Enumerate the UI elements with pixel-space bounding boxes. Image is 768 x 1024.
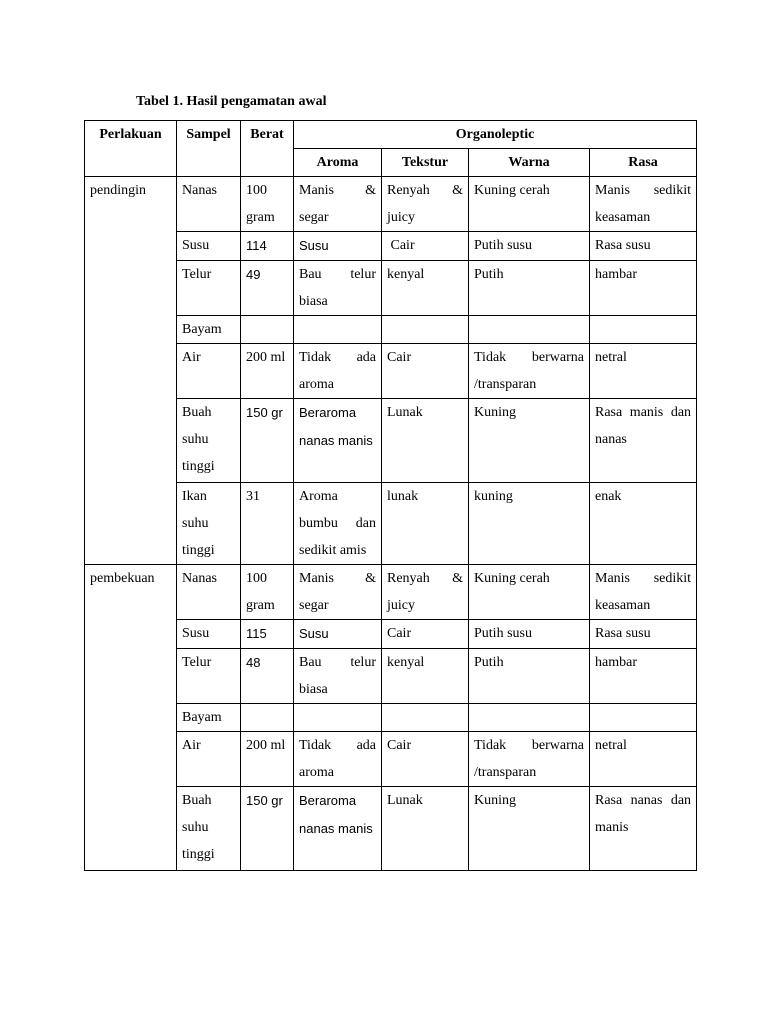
warna-cell: kuning (469, 483, 590, 565)
sampel-cell: Ikan suhu tinggi (177, 483, 241, 565)
rasa-cell (590, 316, 697, 344)
tekstur-cell: Cair (382, 620, 469, 649)
table-caption: Tabel 1. Hasil pengamatan awal (136, 94, 327, 109)
tekstur-cell: Cair (382, 344, 469, 399)
tekstur-cell: Renyah & juicy (382, 565, 469, 620)
table-row (85, 232, 697, 261)
sampel-cell: Telur (177, 649, 241, 704)
sampel-cell: Air (177, 732, 241, 787)
header-organoleptic: Organoleptic (294, 121, 697, 149)
warna-cell: Kuning (469, 399, 590, 483)
aroma-cell: Tidak ada aroma (294, 732, 382, 787)
berat-cell: 114 (241, 232, 294, 261)
table-row (85, 316, 697, 344)
tekstur-cell (382, 316, 469, 344)
aroma-cell: Manis & segar (294, 565, 382, 620)
aroma-cell (294, 704, 382, 732)
aroma-cell: Aroma bumbu dan sedikit amis (294, 483, 382, 565)
berat-cell: 48 (241, 649, 294, 704)
tekstur-cell: Renyah & juicy (382, 177, 469, 232)
berat-cell (241, 316, 294, 344)
berat-cell (241, 704, 294, 732)
aroma-cell: Manis & segar (294, 177, 382, 232)
rasa-cell: netral (590, 732, 697, 787)
berat-cell: 100 gram (241, 177, 294, 232)
header-warna: Warna (469, 149, 590, 177)
sampel-cell: Telur (177, 261, 241, 316)
table-row (85, 732, 697, 787)
warna-cell: Tidak berwarna /transparan (469, 344, 590, 399)
table-row (85, 483, 697, 565)
tekstur-cell: Lunak (382, 787, 469, 871)
table-row (85, 177, 697, 232)
rasa-cell: netral (590, 344, 697, 399)
observation-table (84, 120, 697, 871)
aroma-cell: Susu (294, 620, 382, 649)
header-sampel: Sampel (177, 121, 241, 177)
aroma-cell: Tidak ada aroma (294, 344, 382, 399)
header-berat: Berat (241, 121, 294, 177)
sampel-cell: Buah suhu tinggi (177, 399, 241, 483)
aroma-cell: Bau telur biasa (294, 261, 382, 316)
tekstur-cell: Cair (382, 732, 469, 787)
rasa-cell: Rasa susu (590, 620, 697, 649)
aroma-cell: Beraroma nanas manis (294, 787, 382, 871)
rasa-cell: hambar (590, 649, 697, 704)
rasa-cell: Rasa susu (590, 232, 697, 261)
table-header (85, 121, 697, 177)
tekstur-cell: Cair (382, 232, 469, 261)
berat-cell: 200 ml (241, 344, 294, 399)
tekstur-cell: Lunak (382, 399, 469, 483)
table-row (85, 399, 697, 483)
header-row (85, 121, 697, 149)
table-row (85, 565, 697, 620)
warna-cell (469, 316, 590, 344)
perlakuan-cell: pendingin (85, 177, 177, 565)
tekstur-cell: lunak (382, 483, 469, 565)
sampel-cell: Susu (177, 232, 241, 261)
warna-cell: Putih susu (469, 232, 590, 261)
tekstur-cell: kenyal (382, 261, 469, 316)
sampel-cell: Nanas (177, 177, 241, 232)
sampel-cell: Nanas (177, 565, 241, 620)
table-body (85, 177, 697, 871)
berat-cell: 49 (241, 261, 294, 316)
table-row (85, 261, 697, 316)
rasa-cell (590, 704, 697, 732)
warna-cell (469, 704, 590, 732)
warna-cell: Tidak berwarna /transparan (469, 732, 590, 787)
aroma-cell (294, 316, 382, 344)
berat-cell: 115 (241, 620, 294, 649)
warna-cell: Putih (469, 261, 590, 316)
table-row (85, 787, 697, 871)
rasa-cell: enak (590, 483, 697, 565)
header-aroma: Aroma (294, 149, 382, 177)
aroma-cell: Bau telur biasa (294, 649, 382, 704)
rasa-cell: Rasa manis dan nanas (590, 399, 697, 483)
rasa-cell: Manis sedikit keasaman (590, 177, 697, 232)
tekstur-cell (382, 704, 469, 732)
warna-cell: Putih susu (469, 620, 590, 649)
warna-cell: Kuning (469, 787, 590, 871)
berat-cell: 150 gr (241, 399, 294, 483)
table-row (85, 344, 697, 399)
aroma-cell: Susu (294, 232, 382, 261)
header-perlakuan: Perlakuan (85, 121, 177, 177)
sampel-cell: Bayam (177, 704, 241, 732)
rasa-cell: Rasa nanas dan manis (590, 787, 697, 871)
berat-cell: 200 ml (241, 732, 294, 787)
warna-cell: Kuning cerah (469, 177, 590, 232)
berat-cell: 31 (241, 483, 294, 565)
berat-cell: 100 gram (241, 565, 294, 620)
header-tekstur: Tekstur (382, 149, 469, 177)
sampel-cell: Air (177, 344, 241, 399)
rasa-cell: Manis sedikit keasaman (590, 565, 697, 620)
warna-cell: Putih (469, 649, 590, 704)
header-rasa: Rasa (590, 149, 697, 177)
sampel-cell: Buah suhu tinggi (177, 787, 241, 871)
sampel-cell: Bayam (177, 316, 241, 344)
perlakuan-cell: pembekuan (85, 565, 177, 871)
rasa-cell: hambar (590, 261, 697, 316)
table-row (85, 704, 697, 732)
sampel-cell: Susu (177, 620, 241, 649)
table-row (85, 620, 697, 649)
tekstur-cell: kenyal (382, 649, 469, 704)
warna-cell: Kuning cerah (469, 565, 590, 620)
table-row (85, 649, 697, 704)
aroma-cell: Beraroma nanas manis (294, 399, 382, 483)
berat-cell: 150 gr (241, 787, 294, 871)
